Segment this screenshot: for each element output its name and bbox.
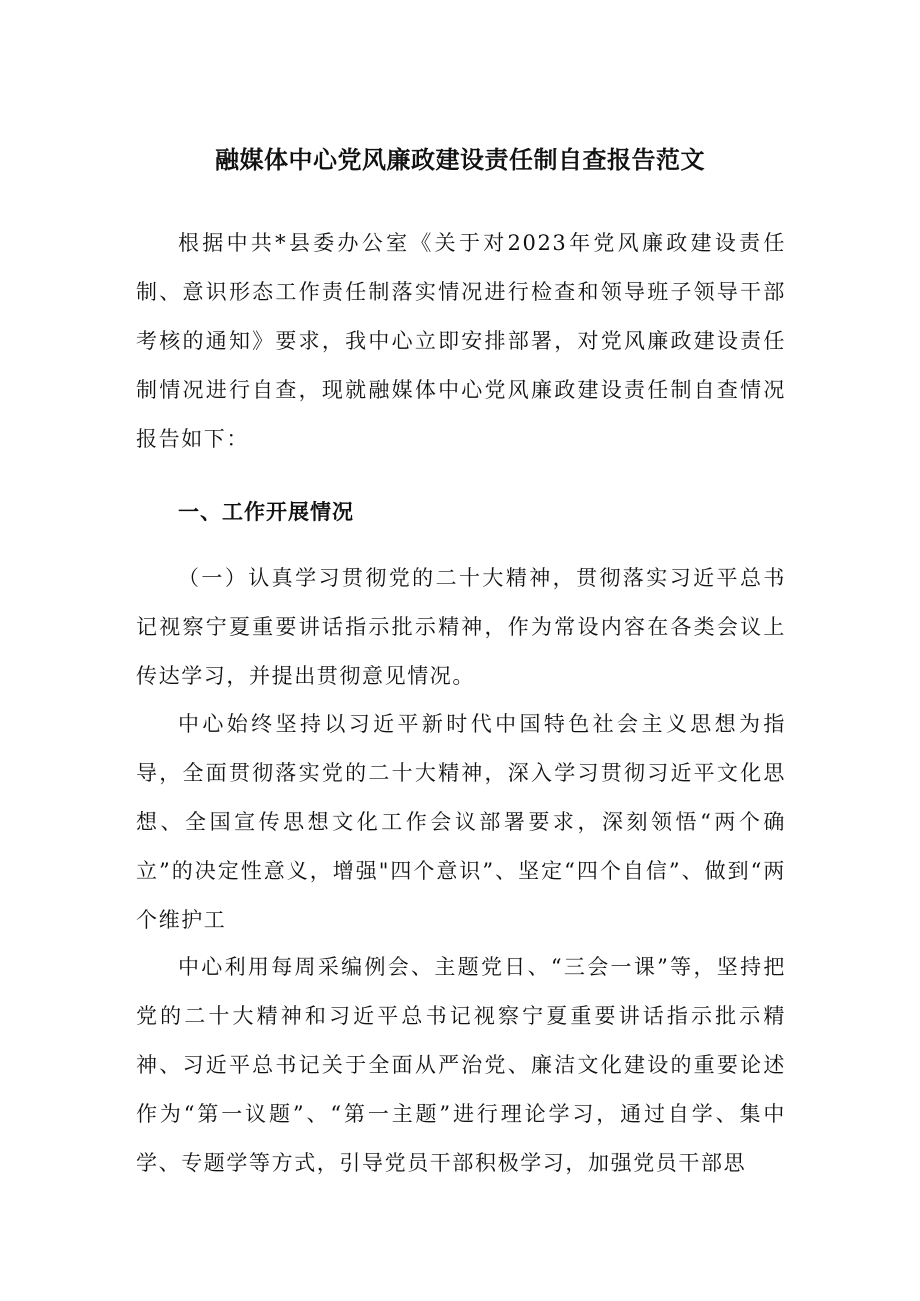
- intro-paragraph: 根据中共*县委办公室《关于对2023年党风廉政建设责任制、意识形态工作责任制落实情况进行检查和领导班子领导干部考核的通知》要求，我中心立即安排部署，对党风廉政建设责任制情况进行自查，现就融媒体中心党风廉政建设责任制自查情况报告如下：: [136, 231, 786, 451]
- body-paragraph-study: 中心利用每周采编例会、主题党日、“三会一课”等，坚持把党的二十大精神和习近平总书记视察宁夏重要讲话指示批示精神、习近平总书记关于全面从严治党、廉洁文化建设的重要论述作为“第一议题”、“第一主题”进行理论学习，通过自学、集中学、专题学等方式，引导党员干部积极学习，加强党员干部思: [136, 955, 786, 1175]
- document-title: 融媒体中心党风廉政建设责任制自查报告范文: [215, 146, 705, 174]
- body-paragraph-guidance: 中心始终坚持以习近平新时代中国特色社会主义思想为指导，全面贯彻落实党的二十大精神，深入学习贯彻习近平文化思想、全国宣传思想文化工作会议部署要求，深刻领悟“两个确立”的决定性意义，增强"四个意识”、坚定“四个自信”、做到“两个维护工: [136, 712, 786, 932]
- section-heading-work-progress: 一、工作开展情况: [178, 500, 354, 524]
- subsection-paragraph-1: （一）认真学习贯彻党的二十大精神，贯彻落实习近平总书记视察宁夏重要讲话指示批示精神，作为常设内容在各类会议上传达学习，并提出贯彻意见情况。: [136, 566, 786, 688]
